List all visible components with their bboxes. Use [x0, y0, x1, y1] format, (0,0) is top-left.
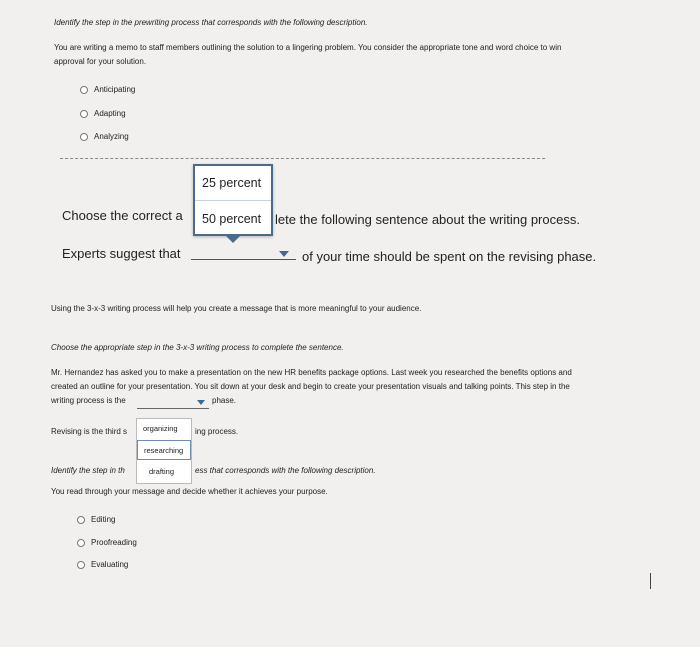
q6-option-evaluating[interactable] — [77, 560, 128, 569]
q5-dropdown-menu — [136, 418, 192, 484]
q1-option-label: Anticipating — [94, 85, 136, 94]
q1-option-analyzing[interactable] — [80, 132, 129, 141]
dropdown-arrow-icon[interactable] — [279, 251, 289, 257]
q1-description-line2: approval for your solution. — [54, 57, 147, 66]
q1-option-anticipating[interactable] — [80, 85, 135, 94]
dropdown-separator — [195, 200, 271, 201]
q3-statement: Using the 3-x-3 writing process will help you create a message that is more meaningful to your audience. — [51, 304, 422, 313]
dropdown-option-drafting[interactable]: drafting — [149, 467, 175, 476]
radio-button-icon[interactable] — [77, 561, 85, 569]
q4-line3-end: phase. — [212, 396, 237, 405]
dropdown-pointer-icon — [226, 236, 240, 243]
radio-button-icon[interactable] — [80, 86, 88, 94]
q1-option-label: Adapting — [94, 109, 126, 118]
dropdown-option-organizing[interactable]: organizing — [143, 424, 178, 433]
q2-sentence-end: of your time should be spent on the revising phase. — [302, 249, 597, 264]
q6-option-proofreading[interactable] — [77, 538, 137, 547]
q4-line2: created an outline for your presentation. You sit down at your desk and begin to create your presentation visuals and talking points. This step in the — [51, 382, 570, 391]
q4-answer-dropdown[interactable] — [137, 408, 209, 409]
q6-option-label: Proofreading — [91, 538, 137, 547]
q1-option-label: Analyzing — [94, 132, 129, 141]
q6-instruction-end: ess that corresponds with the following description. — [195, 466, 376, 475]
q6-description: You read through your message and decide whether it achieves your purpose. — [51, 487, 328, 496]
q2-prompt-left: Choose the correct a — [62, 208, 183, 223]
q2-sentence-start: Experts suggest that — [62, 246, 181, 261]
q1-description-line1: You are writing a memo to staff members outlining the solution to a lingering problem. You consider the appropriate tone and word choice to win — [54, 43, 562, 52]
dropdown-arrow-icon[interactable] — [197, 400, 205, 405]
radio-button-icon[interactable] — [80, 133, 88, 141]
dropdown-option-25-percent[interactable]: 25 percent — [202, 176, 262, 190]
q6-option-label: Editing — [91, 515, 116, 524]
q2-dropdown-menu — [193, 164, 273, 236]
q2-answer-dropdown[interactable] — [191, 259, 296, 260]
q4-line1: Mr. Hernandez has asked you to make a presentation on the new HR benefits package options. Last week you researched the benefits options and — [51, 368, 572, 377]
section-divider — [60, 158, 545, 159]
radio-button-icon[interactable] — [80, 110, 88, 118]
text-cursor — [650, 573, 651, 589]
q5-sentence-start: Revising is the third s — [51, 427, 128, 436]
q1-option-adapting[interactable] — [80, 109, 126, 118]
q5-sentence-end: ing process. — [195, 427, 239, 436]
dropdown-option-50-percent[interactable]: 50 percent — [202, 212, 262, 226]
q1-instruction: Identify the step in the prewriting process that corresponds with the following description. — [54, 18, 368, 27]
q6-option-label: Evaluating — [91, 560, 129, 569]
q2-prompt-right: lete the following sentence about the writing process. — [275, 212, 580, 227]
dropdown-option-researching[interactable]: researching — [137, 440, 191, 460]
q4-line3-start: writing process is the — [51, 396, 126, 405]
q6-option-editing[interactable] — [77, 515, 115, 524]
radio-button-icon[interactable] — [77, 516, 85, 524]
radio-button-icon[interactable] — [77, 539, 85, 547]
q4-instruction: Choose the appropriate step in the 3-x-3 writing process to complete the sentence. — [51, 343, 344, 352]
q6-instruction-start: Identify the step in th — [51, 466, 125, 475]
